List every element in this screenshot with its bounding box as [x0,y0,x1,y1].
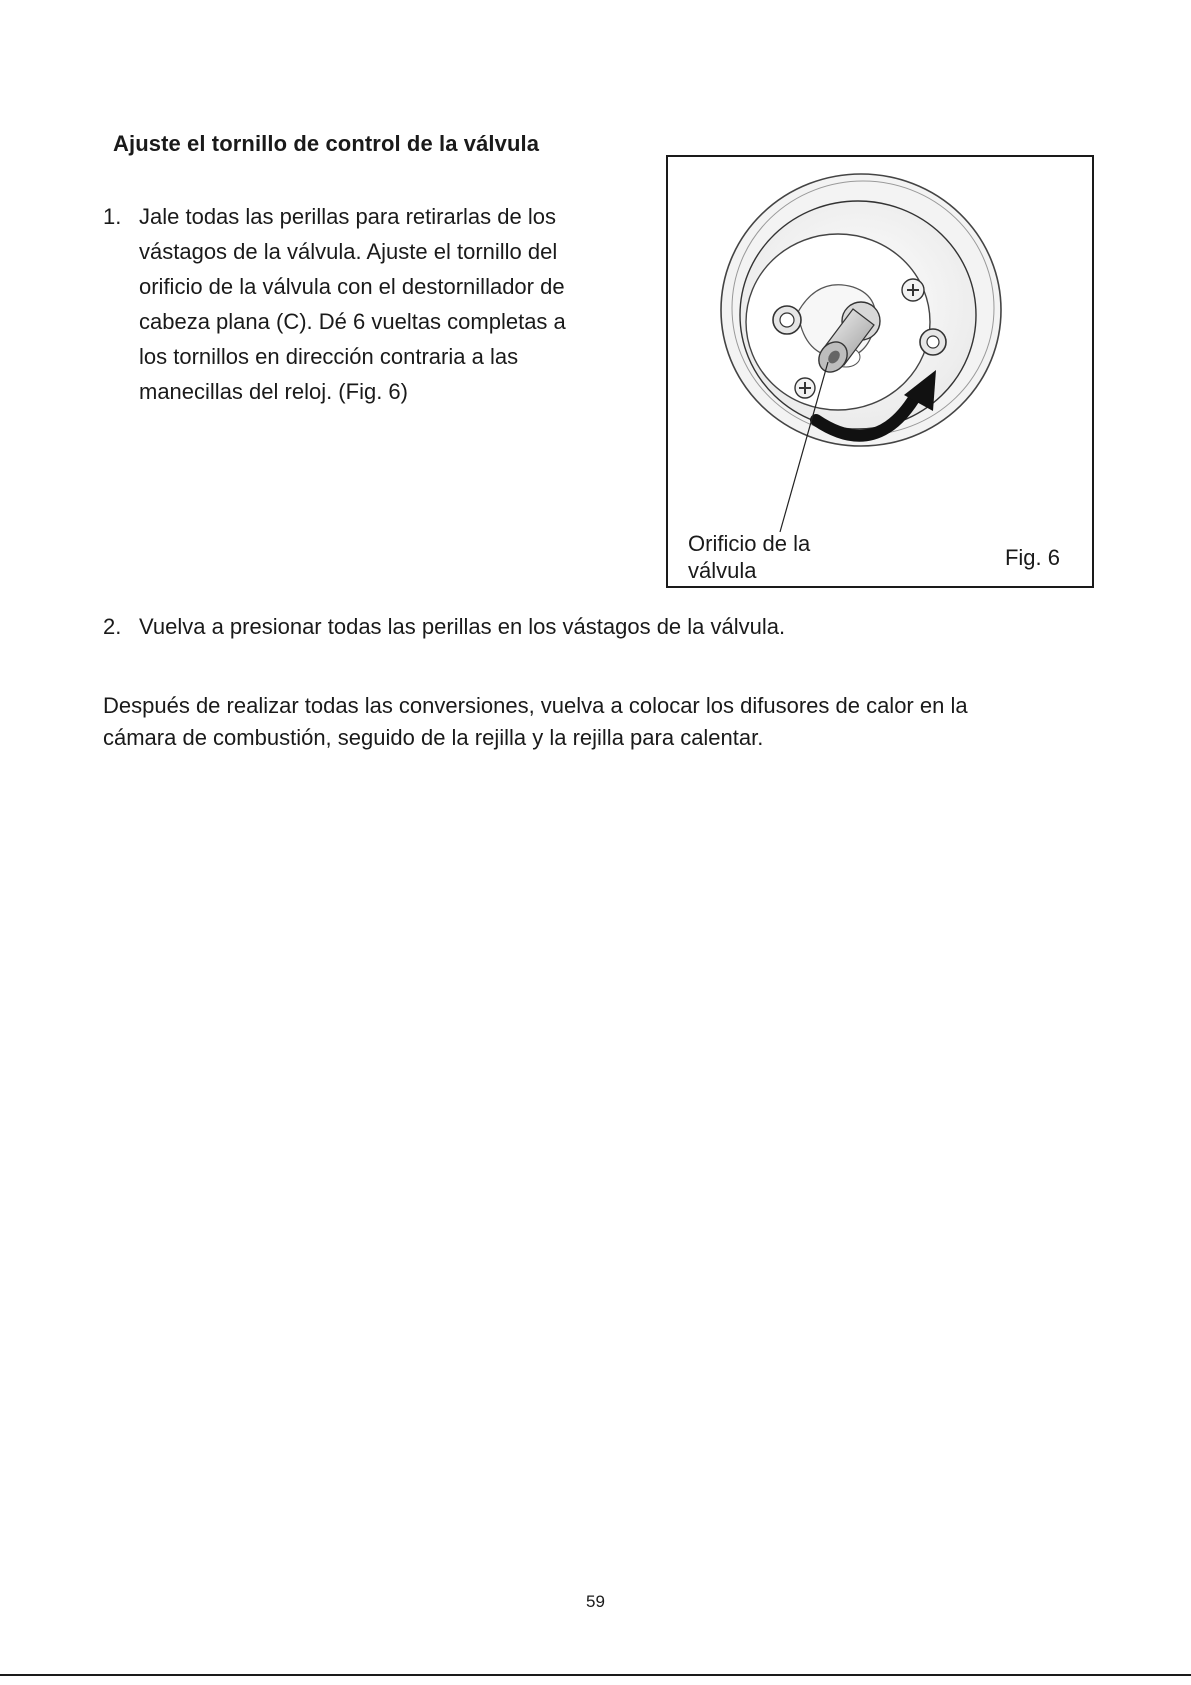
figure-caption [688,530,810,584]
closing-line: Después de realizar todas las conversiones, vuelva a colocar los difusores de calor en la [103,693,968,718]
figure-number: Fig. 6 [1004,545,1060,570]
page-number: 59 [586,1592,605,1611]
step-2-number: 2. [103,614,122,639]
section-heading: Ajuste el tornillo de control de la válvula [113,131,540,156]
closing-line: cámara de combustión, seguido de la rejilla y la rejilla para calentar. [103,725,764,750]
caption-line: Orificio de la [688,531,811,556]
closing-paragraph [103,690,1083,754]
step-1 [103,199,623,409]
step-1-number: 1. [103,204,122,229]
caption-line: válvula [688,558,757,583]
phillips-screw-icon [795,378,815,398]
step-1-line: Jale todas las perillas para retirarlas de los [139,204,556,229]
step-2 [103,614,785,640]
step-1-line: cabeza plana (C). Dé 6 vueltas completas a [139,309,566,334]
step-1-line: manecillas del reloj. (Fig. 6) [139,379,408,404]
hex-nut-icon [773,306,801,334]
figure-6 [666,155,1094,588]
step-2-text: Vuelva a presionar todas las perillas en los vástagos de la válvula. [139,614,786,639]
step-1-line: vástagos de la válvula. Ajuste el tornillo del [139,239,558,264]
step-1-line: orificio de la válvula con el destornillador de [139,274,565,299]
bottom-rule [0,1674,1191,1676]
step-1-line: los tornillos en dirección contraria a las [139,344,519,369]
hex-nut-icon [920,329,946,355]
step-1-text [139,199,623,409]
phillips-screw-icon [902,279,924,301]
valve-illustration [668,157,1092,586]
